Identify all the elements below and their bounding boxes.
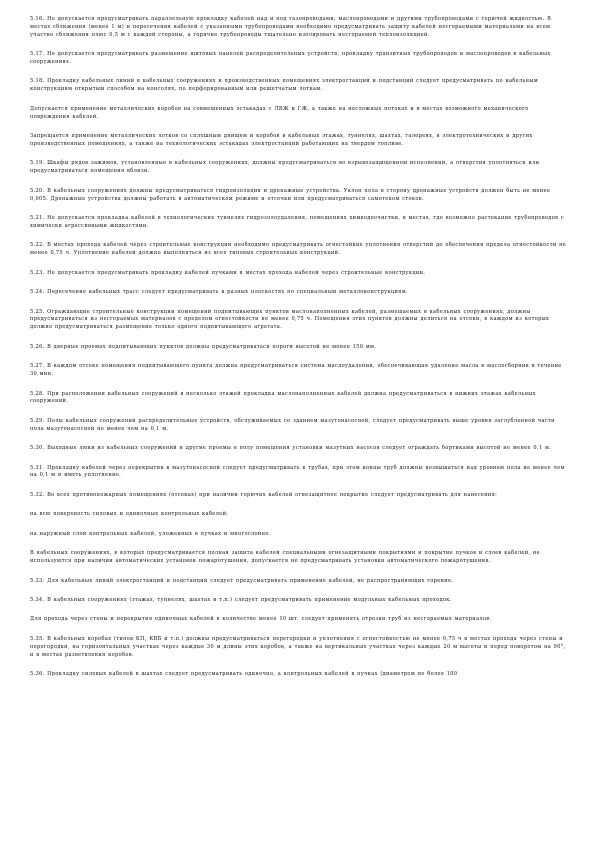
paragraph-5-32-item-1: на всю поверхность силовых и одиночных контрольных кабелей;	[30, 511, 229, 518]
paragraph-5-18-prohibition: Запрещается применение металлических лотков со сплошным днищем и коробов в кабельных этажах, туннелях, шахтах, галереях, в электротехнических и других производственных помещениях, а также на технологических эстакадах электростанций работающих на твердом топливе.	[30, 133, 533, 147]
paragraph-5-18: 5.18. Прокладку кабельных линий в кабельных сооружениях и производственных помещениях электростанций и подстанций следует предусматривать по кабельным конструкциям открытым способом на консолях, по перфорированным или решетчатым лоткам.	[30, 78, 538, 93]
paragraph-5-26: 5.26. В дверных проемах подпитывающих пунктов должны предусматриваться пороги высотой не менее 150 мм.	[30, 343, 377, 350]
paragraph-5-22: 5.22. В местах прохода кабелей через строительные конструкции необходимо предусматривать огнестойкие уплотнения отверстий до обеспечения предела огнестойкости не менее 0,75 ч. Уплотнение кабелей должно выполняться из всех типовых строительных конструкций.	[30, 242, 567, 257]
paragraph-5-30: 5.30. Выходные люки из кабельных сооружений и другие проемы в полу помещения установки мазутных насосов следует ограждать бортиками высотой не менее 0,1 м.	[30, 445, 552, 452]
paragraph-5-24: 5.24. Пересечение кабельных трасс следует предусматривать в разных плоскостях по специальным металлоконструкциям.	[30, 289, 408, 296]
paragraph-5-23: 5.23. Не допускается предусматривать прокладку кабелей пучками в местах прохода кабелей через строительные конструкции.	[30, 269, 426, 276]
paragraph-5-28: 5.28. При расположении кабельных сооружений в несколько этажей прокладка маслонаполненных кабелей должна предусматриваться в нижних этажах кабельных сооружений.	[30, 390, 536, 405]
paragraph-5-36: 5.36. Прокладку силовых кабелей в шахтах следует предусматривать одиночно, а контрольных кабелей в пучках (диаметром не более 100	[30, 671, 458, 678]
paragraph-5-27: 5.27. В каждом отсеке помещения подпитывающего пункта должна предусматриваться система маслоудаления, обеспечивающая удаление масла в маслосборник в течение 30 мин.	[30, 363, 562, 378]
paragraph-5-32: 5.32. Во всех противопожарных помещениях (отсеках) при наличии горючих кабелей огнезащитное покрытие следует предусматривать для нанесения:	[30, 491, 498, 498]
paragraph-5-33: 5.33. Для кабельных линий электростанций и подстанций следует предусматривать применение кабелей, не распространяющих горение.	[30, 577, 454, 584]
paragraph-5-25: 5.25. Ограждающие строительные конструкции помещений подпитывающих пунктов маслонаполненных кабелей, размещаемых в кабельных сооружениях, должны предусматриваться из несгораемых материалов с пределом огнестойкости не менее 0,75 ч. Помещения этих пунктов должны делиться на отсеки, в каждом из которых должно предусматриваться размещение только одного подпитывающего агрегата.	[30, 308, 550, 331]
paragraph-5-29: 5.29. Полы кабельных сооружений распределительных устройств, обслуживаемых со зданием мазутонасосной, следует предусматривать выше уровня заглубленной части пола мазутонасосной не менее чем на 0,1 м.	[30, 417, 555, 432]
paragraph-5-34: 5.34. В кабельных сооружениях (этажах, туннелях, шахтах и т.п.) следует предусматривать применение модульных кабельных проходок.	[30, 597, 452, 604]
paragraph-5-16: 5.16. Не допускается предусматривать параллельную прокладку кабелей над и под газопроводами, маслопроводами и другими трубопроводами с горючей жидкостью. В местах сближения (менее 1 м) и пересечения кабелей с указанными трубопроводами необходимо предусматривать защиту кабелей несгораемыми материалами на всем участке сближения плюс 0,5 м с каждой стороны, а горячие трубопроводы тщательно изолировать несгораемой теплоизоляцией.	[30, 16, 552, 38]
paragraph-5-18-metal-boxes: Допускается применение металлических коробов на совмещенных эстакадах с ЛВЖ и ГЖ, а также на несложных потоках и в местах возможного механического повреждения кабелей.	[30, 105, 529, 120]
paragraph-5-19: 5.19. Шкафы рядов зажимов, установленные в кабельных сооружениях, должны предусматриваться во взрывозащищенном исполнении, а отверстия уплотняться или предусматриваться помещения вблизи.	[30, 160, 540, 175]
paragraph-5-32-note: В кабельных сооружениях, в которых предусматривается полная защита кабелей специальными огнезащитными покрытиями и покрытие пучков и слоев кабелей, не используются при наличии автоматических установок пожаротушения, допускается не предусматривать установки автоматического пожаротушения.	[30, 550, 540, 565]
document-page	[30, 16, 570, 691]
paragraph-5-35: 5.35. В кабельных коробах (типов КП, КВБ и т.п.) должны предусматриваться перегородки и уплотнения с огнестойкостью не менее 0,75 ч в местах прохода через стены и перегородки, на горизонтальных участках через каждые 30 м длины этих коробов, а также на вертикальных участках через каждые 20 м высоты и перед поворотом на 90°, и в местах разветвления коробов.	[30, 635, 566, 658]
paragraph-5-21: 5.21. Не допускается прокладка кабелей в технологических туннелях гидрозолоудаления, помещениях химводоочистки, в местах, где возможно растекание трубопроводов с химически агрессивными жидкостями.	[30, 215, 565, 229]
paragraph-5-17: 5.17. Не допускается предусматривать размещение щитовых панелей распределительных устройств, прокладку транзитных трубопроводов и маслопроводов в кабельных сооружениях.	[30, 51, 551, 66]
paragraph-5-31: 5.31. Прокладку кабелей через перекрытия в мазутонасосной следует предусматривать в трубах, при этом концы труб должны возвышаться над уровнем пола не менее чем на 0,1 м и иметь уплотнение.	[30, 464, 565, 479]
paragraph-5-34-pipes: Для прохода через стены и перекрытия одиночных кабелей в количестве менее 10 шт. следует применять отрезки труб из несгораемых материалов.	[30, 616, 492, 623]
paragraph-5-20: 5.20. В кабельных сооружениях должны предусматриваться гидроизоляция и дренажные устройства. Уклон пола в сторону дренажных устройств должен быть не менее 0,005. Дренажные устройства должны работать в автоматическом режиме и отсечки или предусматриваться самотеком стоков.	[30, 187, 551, 202]
paragraph-5-32-item-2: на наружный слой контрольных кабелей, уложенных в пучках и многослойно.	[30, 530, 271, 537]
